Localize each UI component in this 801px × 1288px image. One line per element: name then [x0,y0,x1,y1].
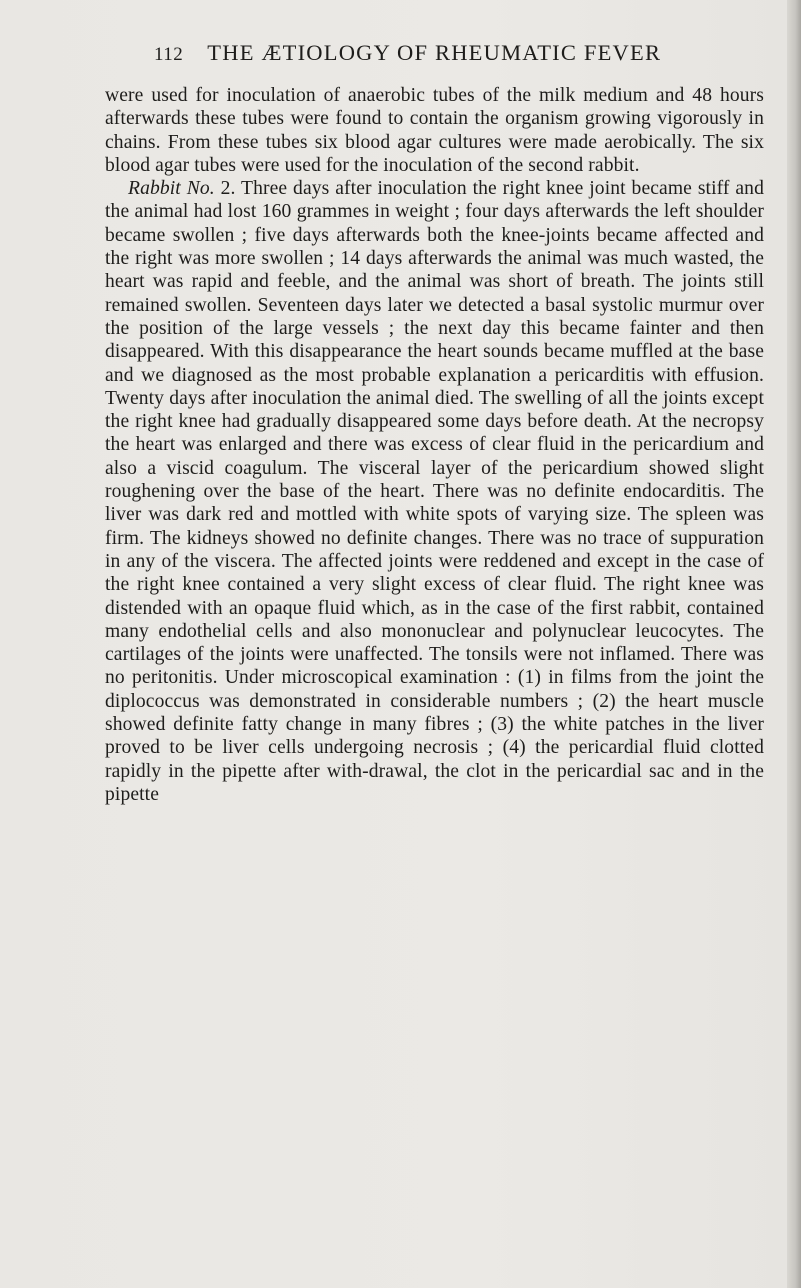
running-head: THE ÆTIOLOGY OF RHEUMATIC FEVER [207,40,662,65]
paragraph-lead-italic: Rabbit No. [128,178,215,200]
paragraph-rabbit-no-2 [105,177,764,806]
paragraph-text: 2. Three days after inoculation the right knee joint became stiff and the animal had lost 160 grammes in weight ; four days afterwards the left shoulder became swollen ; five days afterwards both the knee-joints became affected and the right was more swollen ; 14 days afterwards the animal was much wasted, the heart was rapid and feeble, and the animal was short of breath. The joints still remained swollen. Seventeen days later we detected a basal systolic murmur over the position of the large vessels ; the next day this became fainter and then disappeared. With this disappearance the heart sounds became muffled at the base and we diagnosed as the most probable explanation a pericarditis with effusion. Twenty days after inoculation the animal died. The swelling of all the joints except the right knee had gradually disappeared some days before death. At the necropsy the heart was enlarged and there was excess of clear fluid in the pericardium and also a viscid coagulum. The visceral layer of the pericardium showed slight roughening over the base of the heart. There was no definite endocarditis. The liver was dark red and mottled with white spots of varying size. The spleen was firm. The kidneys showed no definite changes. There was no trace of suppuration in any of the viscera. The affected joints were reddened and except in the case of the right knee contained a very slight excess of clear fluid. The right knee was distended with an opaque fluid which, as in the case of the first rabbit, contained many endothelial cells and also mononuclear and polynuclear leucocytes. The cartilages of the joints were unaffected. The tonsils were not inflamed. There was no peritonitis. Under microscopical examination : (1) in films from the joint the diplococcus was demonstrated in considerable numbers ; (2) the heart muscle showed definite fatty change in many fibres ; (3) the white patches in the liver proved to be liver cells undergoing necrosis ; (4) the pericardial fluid clotted rapidly in the pipette after with-drawal, the clot in the pericardial sac and in the pipette [105,178,764,805]
page-number: 112 [154,44,184,65]
paragraph-text: were used for inoculation of anaerobic tubes of the milk medium and 48 hours afterwards these tubes were found to contain the organism growing vigorously in chains. From these tubes six blood agar cultures were made aerobically. The six blood agar tubes were used for the inoculation of the second rabbit. [105,85,764,176]
body-text [105,84,764,806]
page-header [154,40,714,80]
page-edge-shadow [787,0,801,1288]
paragraph-continuation [105,84,764,177]
